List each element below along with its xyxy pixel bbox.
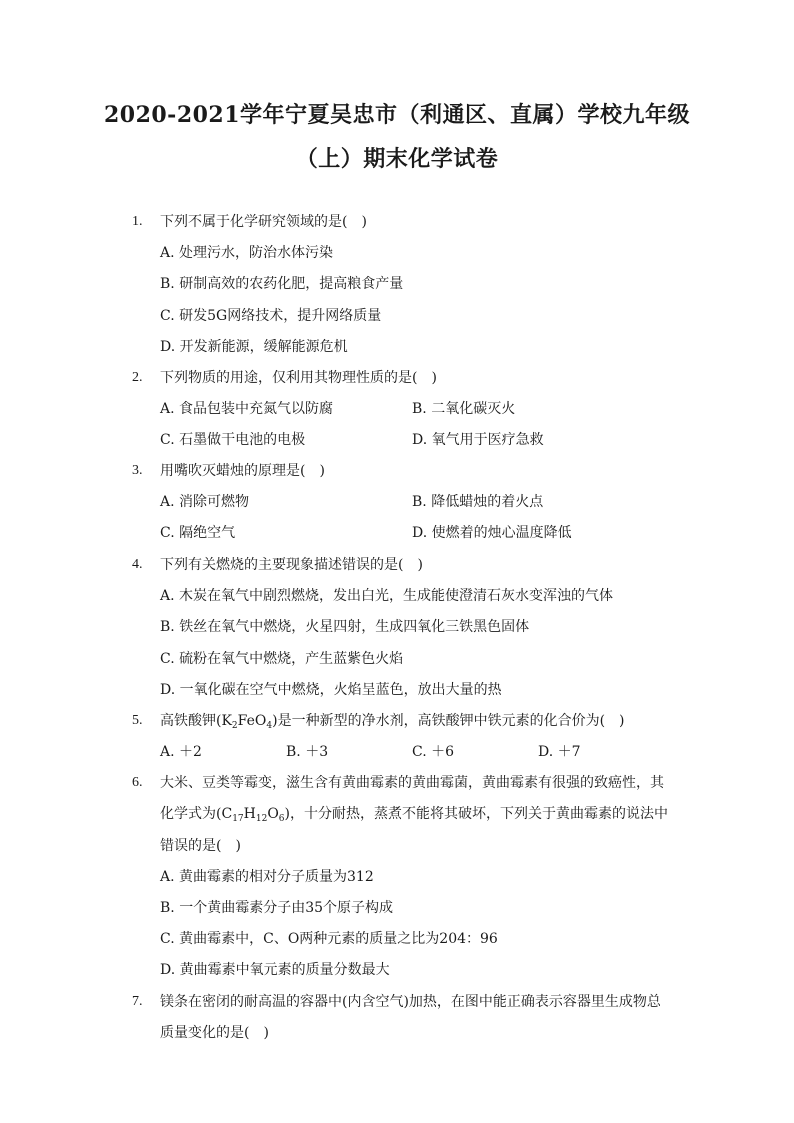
question-stem-line-2: [160, 804, 668, 824]
question-number: 5.: [132, 713, 143, 728]
option-a[interactable]: A. 木炭在氧气中剧烈燃烧，发出白光，生成能使澄清石灰水变浑浊的气体: [160, 588, 614, 604]
option-c[interactable]: C. 黄曲霉素中，C、O两种元素的质量之比为204：96: [160, 931, 498, 947]
option-d[interactable]: D. 开发新能源，缓解能源危机: [160, 339, 348, 355]
subscript: 6: [278, 814, 285, 824]
subscript: 4: [266, 721, 273, 731]
stem-text: FeO: [237, 713, 267, 729]
option-c[interactable]: C. 石墨做干电池的电极: [160, 432, 306, 448]
question-number: 4.: [132, 557, 143, 572]
option-d[interactable]: D. 使燃着的烛心温度降低: [412, 525, 572, 541]
option-a[interactable]: A. 消除可燃物: [160, 494, 250, 510]
subscript: 12: [255, 814, 268, 824]
question-number: 6.: [132, 775, 143, 790]
option-a[interactable]: A. 黄曲霉素的相对分子质量为312: [160, 869, 374, 885]
option-d[interactable]: D. ＋7: [538, 744, 581, 760]
subscript: 2: [231, 721, 238, 731]
option-b[interactable]: B. 铁丝在氧气中燃烧，火星四射，生成四氧化三铁黑色固体: [160, 619, 530, 635]
question-stem-line-1: 镁条在密闭的耐高温的容器中(内含空气)加热，在图中能正确表示容器里生成物总: [160, 994, 661, 1010]
stem-text: O: [267, 806, 279, 822]
option-d[interactable]: D. 一氧化碳在空气中燃烧，火焰呈蓝色，放出大量的热: [160, 682, 502, 698]
stem-text: 高铁酸钾(K: [160, 713, 232, 729]
question-stem: 用嘴吹灭蜡烛的原理是( ): [160, 463, 325, 479]
option-b[interactable]: B. 一个黄曲霉素分子由35个原子构成: [160, 900, 394, 916]
option-b[interactable]: B. 研制高效的农药化肥，提高粮食产量: [160, 276, 404, 292]
option-b[interactable]: B. ＋3: [286, 744, 329, 760]
subscript: 17: [232, 814, 244, 824]
exam-title-line-1: 2020-2021学年宁夏吴忠市（利通区、直属）学校九年级: [103, 102, 691, 128]
exam-title-line-2: （上）期末化学试卷: [295, 146, 499, 172]
question-number: 1.: [132, 214, 143, 229]
question-number: 2.: [132, 370, 143, 385]
option-b[interactable]: B. 降低蜡烛的着火点: [412, 494, 544, 510]
option-c[interactable]: C. 隔绝空气: [160, 525, 236, 541]
stem-text: 化学式为(C: [160, 806, 233, 822]
question-stem: [160, 711, 625, 731]
question-stem: 下列不属于化学研究领域的是( ): [160, 214, 367, 230]
question-stem-line-3: 错误的是( ): [160, 838, 241, 854]
option-d[interactable]: D. 氧气用于医疗急救: [412, 432, 544, 448]
stem-text: )是一种新型的净水剂，高铁酸钾中铁元素的化合价为( ): [272, 713, 625, 729]
option-c[interactable]: C. ＋6: [412, 744, 455, 760]
option-a[interactable]: A. ＋2: [160, 744, 202, 760]
question-number: 3.: [132, 463, 143, 478]
option-c[interactable]: C. 硫粉在氧气中燃烧，产生蓝紫色火焰: [160, 651, 404, 667]
option-a[interactable]: A. 处理污水，防治水体污染: [160, 245, 334, 261]
stem-text: )，十分耐热，蒸煮不能将其破坏，下列关于黄曲霉素的说法中: [284, 806, 668, 822]
question-stem: 下列物质的用途，仅利用其物理性质的是( ): [160, 370, 437, 386]
option-a[interactable]: A. 食品包装中充氮气以防腐: [160, 401, 334, 417]
question-stem: 下列有关燃烧的主要现象描述错误的是( ): [160, 557, 423, 573]
question-number: 7.: [132, 994, 143, 1009]
option-c[interactable]: C. 研发5G网络技术，提升网络质量: [160, 308, 382, 324]
stem-text: H: [243, 806, 256, 822]
option-b[interactable]: B. 二氧化碳灭火: [412, 401, 516, 417]
option-d[interactable]: D. 黄曲霉素中氧元素的质量分数最大: [160, 962, 390, 978]
question-stem-line-1: 大米、豆类等霉变，滋生含有黄曲霉素的黄曲霉菌，黄曲霉素有很强的致癌性，其: [160, 775, 664, 791]
question-stem-line-2: 质量变化的是( ): [160, 1025, 269, 1041]
